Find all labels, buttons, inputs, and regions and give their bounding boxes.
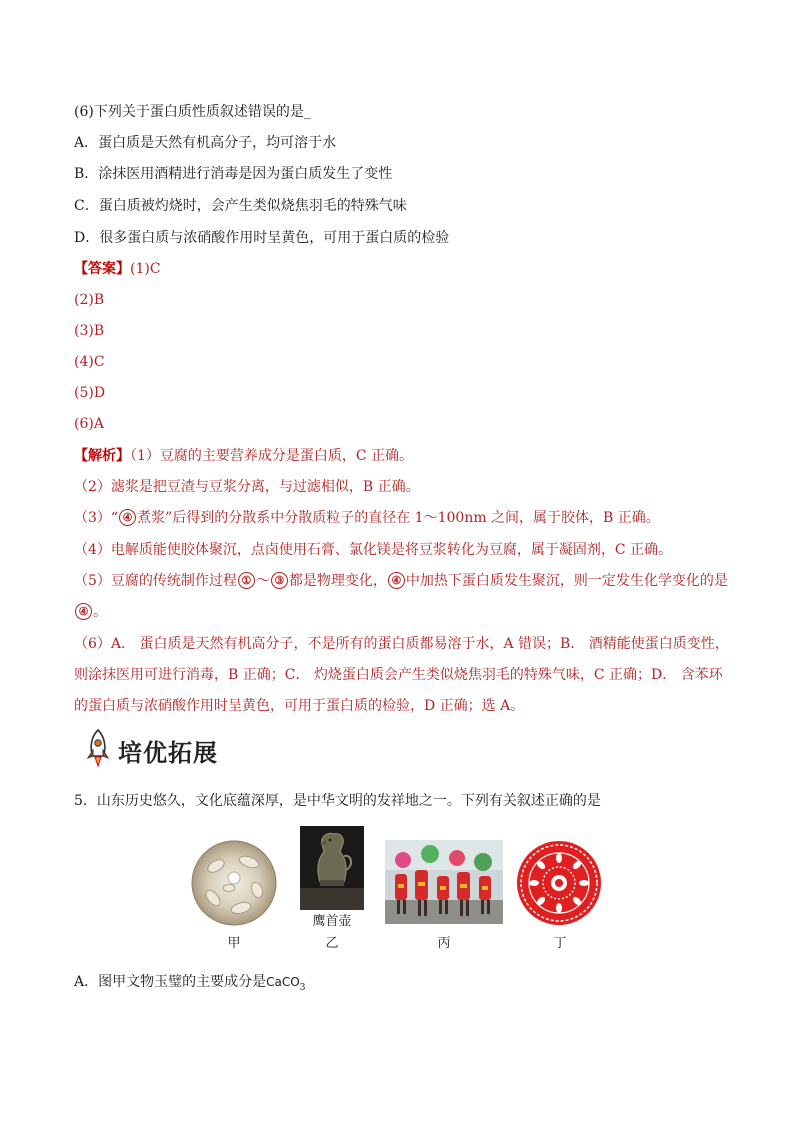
answer-line: [74, 259, 161, 279]
answer-tag: 【答案】: [74, 261, 130, 277]
analysis-line-6c: 的蛋白质与浓硝酸作用时呈黄色，可用于蛋白质的检验，D 正确；选 A。: [74, 698, 525, 714]
question-6-option-b: B．涂抹医用酒精进行消毒是因为蛋白质发生了变性: [74, 166, 393, 182]
paper-cut-image: [516, 840, 602, 926]
question-6-option-c: C．蛋白质被灼烧时，会产生类似烧焦羽毛的特殊气味: [74, 198, 407, 214]
question-5-option-a: [74, 972, 305, 998]
rocket-icon: [84, 728, 112, 772]
question-6-option-d: D．很多蛋白质与浓硝酸作用时呈黄色，可用于蛋白质的检验: [74, 230, 450, 246]
analysis-line-1: [74, 446, 413, 466]
analysis-line-3: [74, 508, 660, 528]
analysis-text: ～: [255, 573, 270, 589]
image-sublabel: 鹰首壶: [312, 914, 352, 929]
step-number-badge: ③: [271, 572, 288, 589]
image-label-jia: 甲: [227, 936, 241, 951]
jade-bi-disc-image: [191, 840, 277, 926]
analysis-text: （5）豆腐的传统制作过程: [74, 573, 237, 589]
image-label-yi: 乙: [325, 936, 339, 951]
analysis-line-5: [74, 571, 728, 591]
analysis-text: （3）“: [74, 510, 119, 526]
step-number-badge: ④: [388, 572, 405, 589]
folk-dance-image: [385, 840, 503, 924]
analysis-text: 煮浆”后得到的分散系中分散质粒子的直径在 1～100nm 之间，属于胶体，B 正确。: [137, 510, 660, 526]
question-5-stem: 5．山东历史悠久，文化底蕴深厚，是中华文明的发祥地之一。下列有关叙述正确的是: [74, 793, 601, 809]
answer-item: (5)D: [74, 385, 106, 401]
analysis-line-5b: [74, 602, 107, 622]
analysis-line-2: （2）滤浆是把豆渣与豆浆分离，与过滤相似，B 正确。: [74, 479, 420, 495]
analysis-line-6b: 则涂抹医用可进行消毒，B 正确；C． 灼烧蛋白质会产生类似烧焦羽毛的特殊气味，C 正确；D． 含苯环: [74, 667, 723, 683]
question-6-stem: (6)下列关于蛋白质性质叙述错误的是_: [74, 104, 311, 120]
analysis-text: （1）豆腐的主要营养成分是蛋白质，C 正确。: [130, 448, 414, 464]
step-number-badge: ④: [119, 509, 136, 526]
eagle-head-pot-image: [300, 826, 364, 910]
answer-item: (3)B: [74, 323, 105, 339]
answer-item: (4)C: [74, 354, 105, 370]
section-banner: [84, 730, 218, 770]
question-6-option-a: A．蛋白质是天然有机高分子，均可溶于水: [74, 135, 337, 151]
answer-item: (6)A: [74, 416, 104, 432]
image-label-ding: 丁: [553, 936, 567, 951]
analysis-line-4: （4）电解质能使胶体聚沉，点卤使用石膏、氯化镁是将豆浆转化为豆腐，属于凝固剂，C 正确。: [74, 542, 673, 558]
image-label-bing: 丙: [437, 936, 451, 951]
option-text: A．图甲文物玉璧的主要成分是: [74, 974, 267, 990]
analysis-line-6a: （6）A． 蛋白质是天然有机高分子，不是所有的蛋白质都易溶于水，A 错误；B． 酒精能使蛋白质变性，: [74, 636, 729, 652]
analysis-text: 中加热下蛋白质发生聚沉，则一定发生化学变化的是: [405, 573, 728, 589]
step-number-badge: ①: [238, 572, 255, 589]
analysis-tag: 【解析】: [74, 448, 130, 464]
step-number-badge: ④: [75, 603, 92, 620]
analysis-text: 都是物理变化，: [288, 573, 387, 589]
answer-item: (1)C: [130, 261, 161, 277]
answer-item: (2)B: [74, 292, 105, 308]
analysis-text: 。: [93, 604, 107, 620]
formula-subscript: 3: [299, 982, 306, 993]
chemical-formula: CaCO: [266, 975, 300, 989]
banner-title: 培优拓展: [118, 737, 218, 767]
